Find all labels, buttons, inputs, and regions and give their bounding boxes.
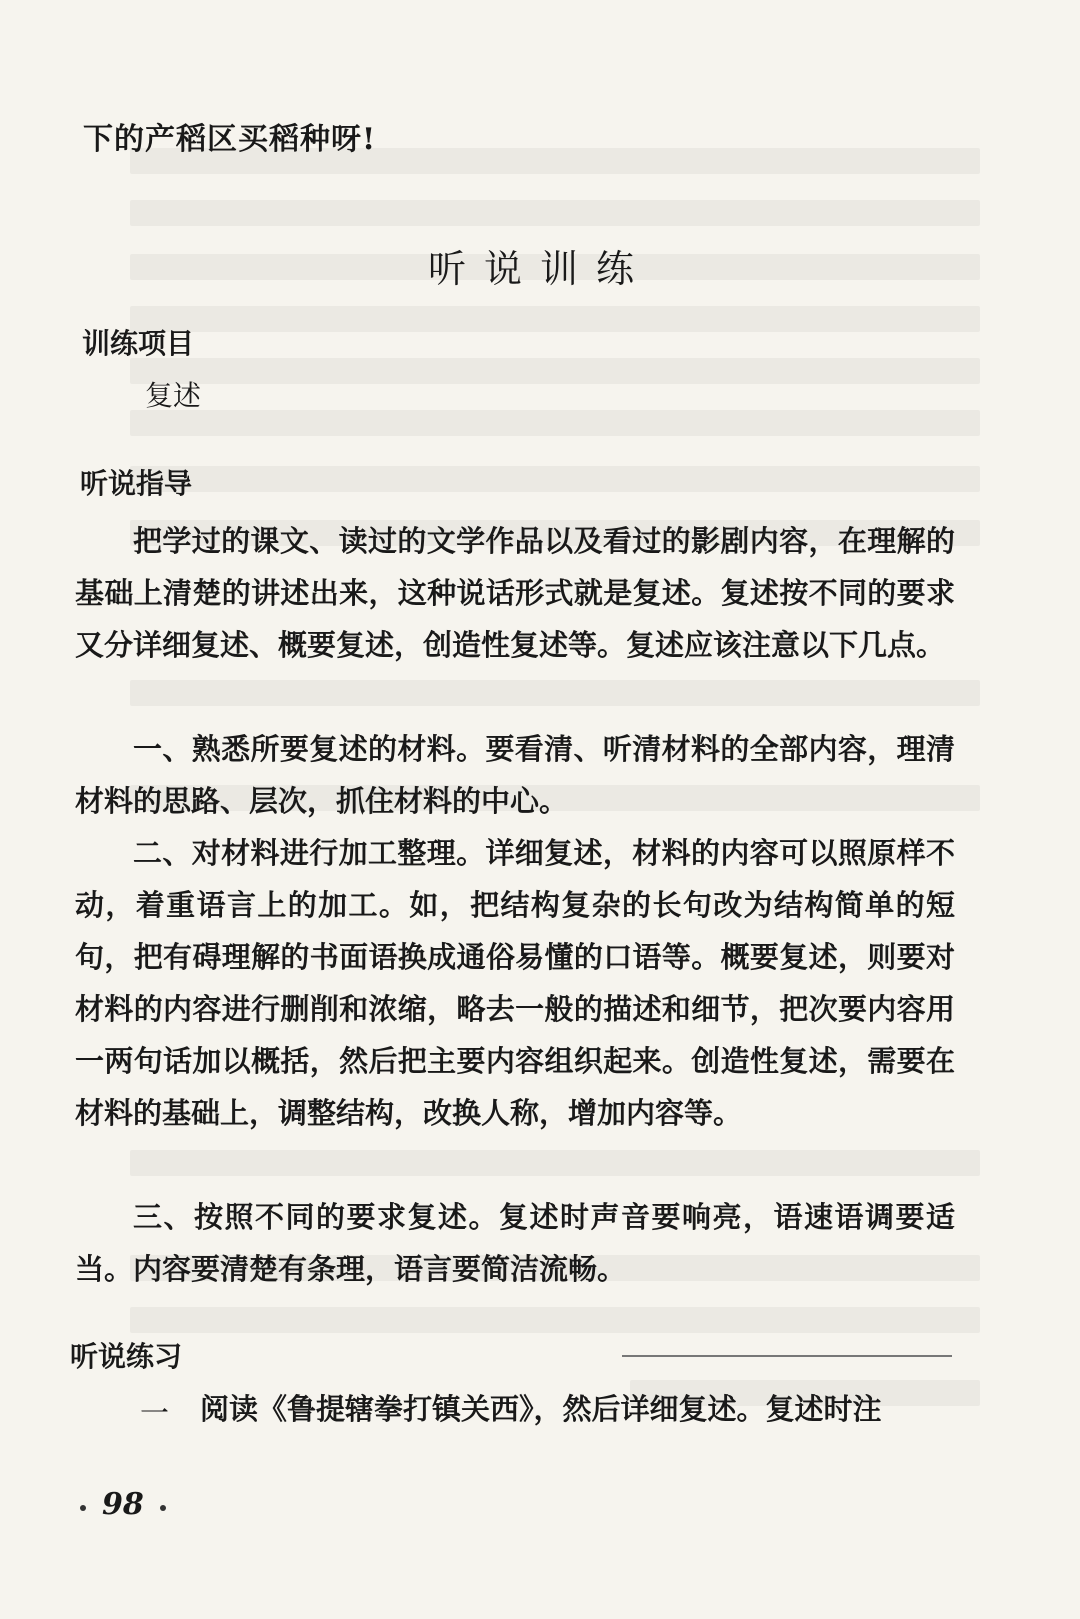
guidance-paragraph-2: 一、熟悉所要复述的材料。要看清、听清材料的全部内容，理清材料的思路、层次，抓住材料的中心。 <box>75 732 955 818</box>
guidance-label: 听说指导 <box>80 467 193 500</box>
previous-text-line: 下的产稻区买稻种呀! <box>83 122 377 157</box>
section-heading: 听说训练 <box>427 247 652 291</box>
training-item-value: 复述 <box>145 379 202 412</box>
footnote-divider <box>622 1355 952 1357</box>
guidance-paragraph-1: 把学过的课文、读过的文学作品以及看过的影剧内容，在理解的基础上清楚的讲述出来，这种说话形式就是复述。复述按不同的要求又分详细复述、概要复述，创造性复述等。复述应该注意以下几点。 <box>75 524 955 662</box>
page-number-left-dot <box>80 1505 86 1511</box>
guidance-paragraph-4: 三、按照不同的要求复述。复述时声音要响亮，语速语调要适当。内容要清楚有条理，语言要简洁流畅。 <box>75 1200 955 1286</box>
training-item-label: 训练项目 <box>82 327 195 360</box>
page-number: 98 <box>102 1487 144 1522</box>
practice-item-text: 阅读《鲁提辖拳打镇关西》，然后详细复述。复述时注 <box>200 1392 882 1426</box>
practice-label: 听说练习 <box>70 1340 183 1373</box>
page-number-right-dot <box>160 1505 166 1511</box>
guidance-paragraph-3: 二、对材料进行加工整理。详细复述，材料的内容可以照原样不动，着重语言上的加工。如，把结构复杂的长句改为结构简单的短句，把有碍理解的书面语换成通俗易懂的口语等。概要复述，则要对材料的内容进行删削和浓缩，略去一般的描述和细节，把次要内容用一两句话加以概括，然后把主要内容组织起来。创造性复述，需要在材料的基础上，调整结构，改换人称，增加内容等。 <box>75 836 955 1130</box>
practice-item-marker: 一 <box>140 1396 170 1430</box>
